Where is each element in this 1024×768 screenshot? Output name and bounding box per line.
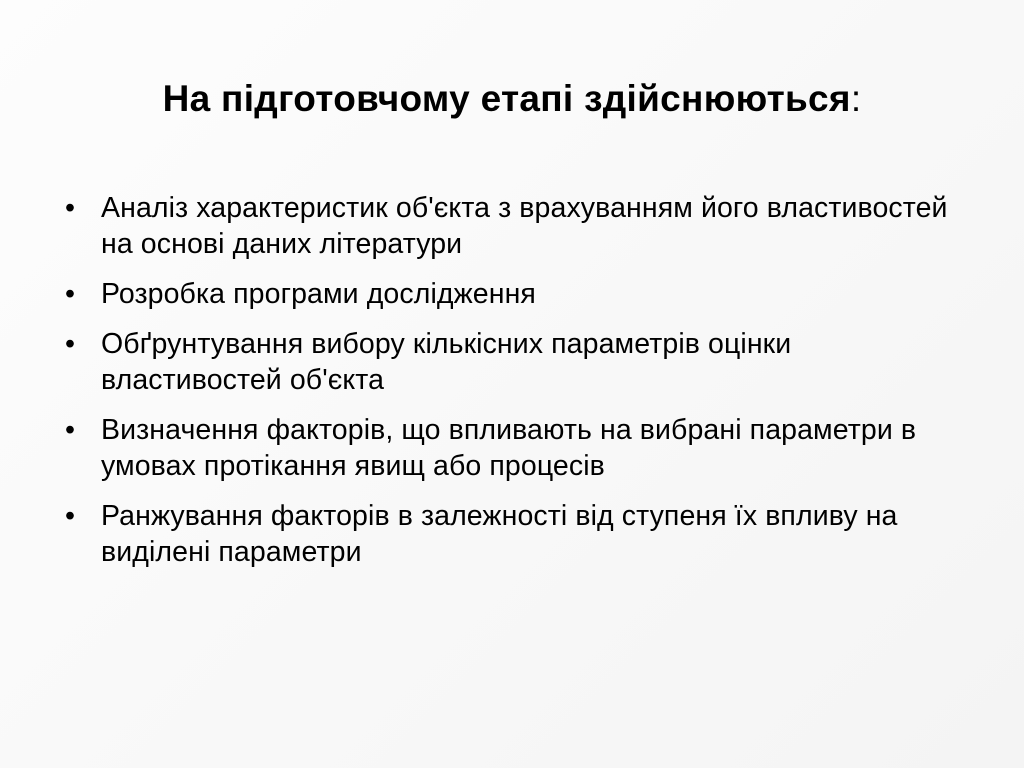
bullet-item: [60, 412, 960, 484]
bullet-list: [60, 190, 960, 584]
slide-title-colon: :: [850, 78, 862, 119]
bullet-item: [60, 190, 960, 262]
slide-title-text: На підготовчому етапі здійснюються: [162, 78, 851, 119]
bullet-icon: •: [64, 500, 76, 532]
bullet-icon: •: [64, 414, 76, 446]
bullet-icon: •: [64, 328, 76, 360]
bullet-text: Розробка програми дослідження: [101, 278, 536, 310]
slide-title: [0, 74, 1024, 124]
bullet-item: [60, 276, 960, 312]
bullet-text: Аналіз характеристик об'єкта з врахуванням його властивостей на основі даних літератури: [101, 192, 948, 260]
bullet-item: [60, 498, 960, 570]
bullet-text: Обґрунтування вибору кількісних параметрів оцінки властивостей об'єкта: [101, 328, 792, 396]
bullet-text: Визначення факторів, що впливають на вибрані параметри в умовах протікання явищ або процесів: [101, 414, 917, 482]
bullet-item: [60, 326, 960, 398]
bullet-icon: •: [64, 192, 76, 224]
bullet-icon: •: [64, 278, 76, 310]
bullet-text: Ранжування факторів в залежності від ступеня їх впливу на виділені параметри: [101, 500, 898, 568]
